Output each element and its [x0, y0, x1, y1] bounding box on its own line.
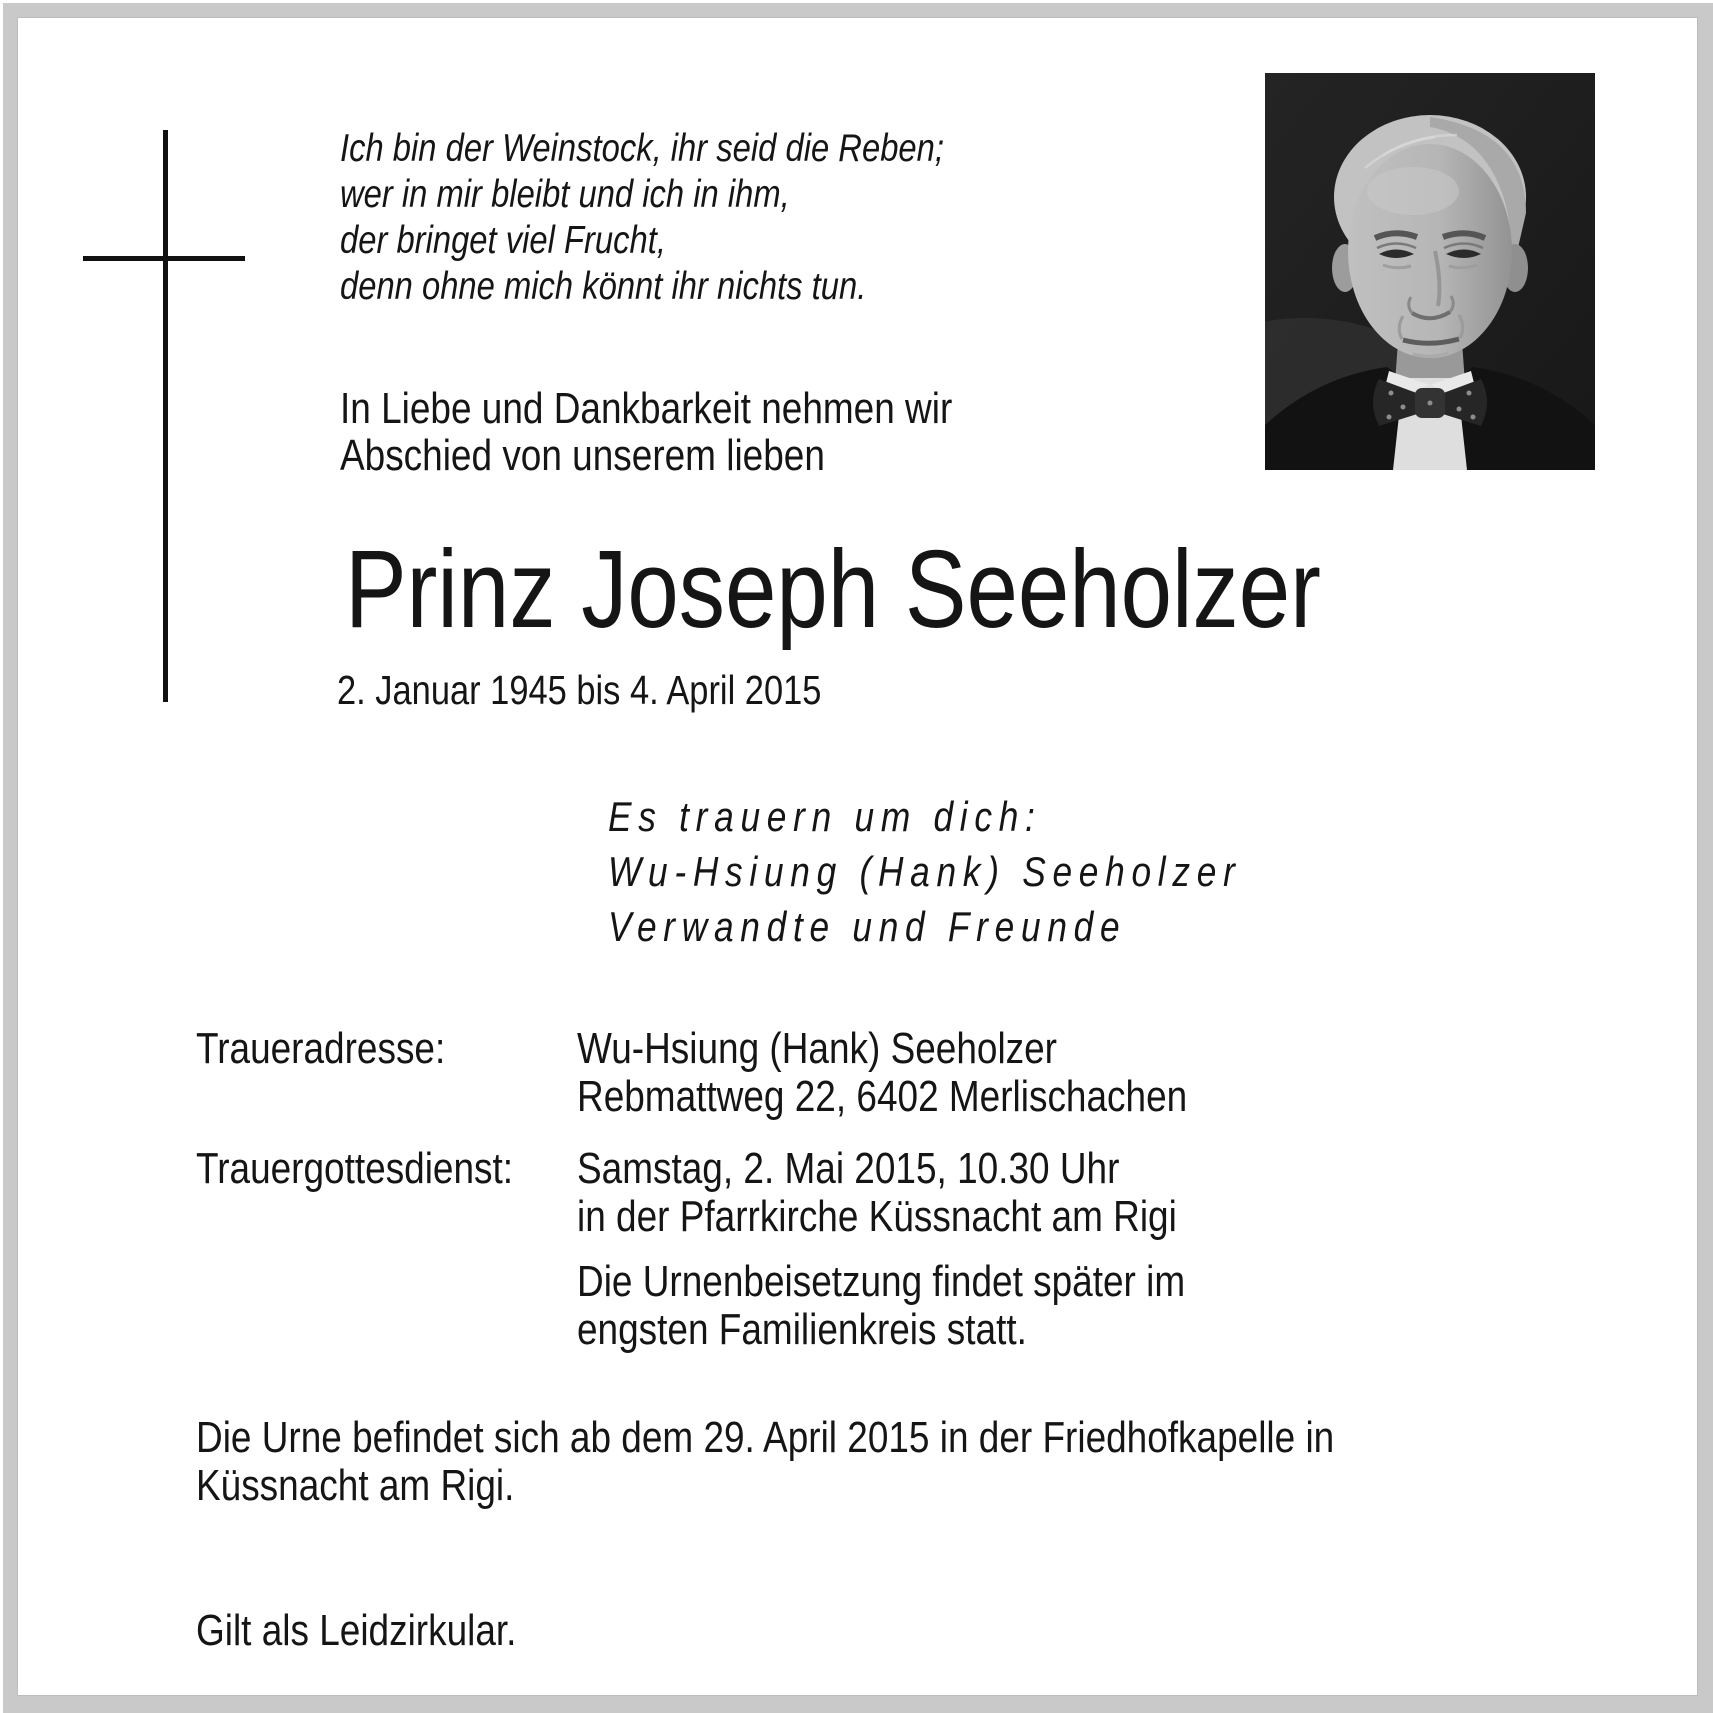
portrait-photo [1265, 73, 1595, 470]
mourners-line: Wu-Hsiung (Hank) Seeholzer [608, 848, 1242, 895]
burial-line: Die Urnenbeisetzung findet später im [577, 1257, 1186, 1306]
address-line: Rebmattweg 22, 6402 Merlischachen [577, 1072, 1188, 1121]
scan-edge-top [0, 0, 1713, 3]
service-label: Trauergottesdienst: [196, 1144, 514, 1193]
deceased-name: Prinz Joseph Seeholzer [345, 528, 1321, 651]
quote-line: wer in mir bleibt und ich in ihm, [340, 173, 790, 216]
cross-horizontal-bar [83, 256, 245, 261]
quote-line: der bringet viel Frucht, [340, 219, 666, 262]
intro-text [340, 385, 952, 479]
burial-line: engsten Familienkreis statt. [577, 1305, 1027, 1354]
address-label: Traueradresse: [196, 1024, 446, 1073]
quote-line: denn ohne mich könnt ihr nichts tun. [340, 265, 867, 308]
urn-note-line: Die Urne befindet sich ab dem 29. April 2015 in der Friedhofkapelle in [196, 1413, 1335, 1462]
scan-edge-left [0, 0, 3, 1713]
mourners-list [608, 789, 1242, 954]
burial-note [577, 1258, 1185, 1354]
service-value [577, 1145, 1177, 1241]
intro-line: Abschied von unserem lieben [340, 431, 825, 480]
intro-line: In Liebe und Dankbarkeit nehmen wir [340, 384, 953, 433]
cross-vertical-bar [163, 130, 168, 702]
mourners-line: Es trauern um dich: [608, 793, 1042, 840]
address-line: Wu-Hsiung (Hank) Seeholzer [577, 1024, 1057, 1073]
urn-note-line: Küssnacht am Rigi. [196, 1461, 515, 1510]
service-line: Samstag, 2. Mai 2015, 10.30 Uhr [577, 1144, 1120, 1193]
urn-note [196, 1414, 1334, 1510]
quote-line: Ich bin der Weinstock, ihr seid die Reben; [340, 127, 944, 170]
address-value [577, 1025, 1187, 1121]
life-dates: 2. Januar 1945 bis 4. April 2015 [337, 667, 822, 713]
opening-quote [340, 126, 944, 310]
mourners-line: Verwandte und Freunde [608, 903, 1127, 950]
service-line: in der Pfarrkirche Küssnacht am Rigi [577, 1192, 1177, 1241]
circular-note: Gilt als Leidzirkular. [196, 1606, 517, 1655]
